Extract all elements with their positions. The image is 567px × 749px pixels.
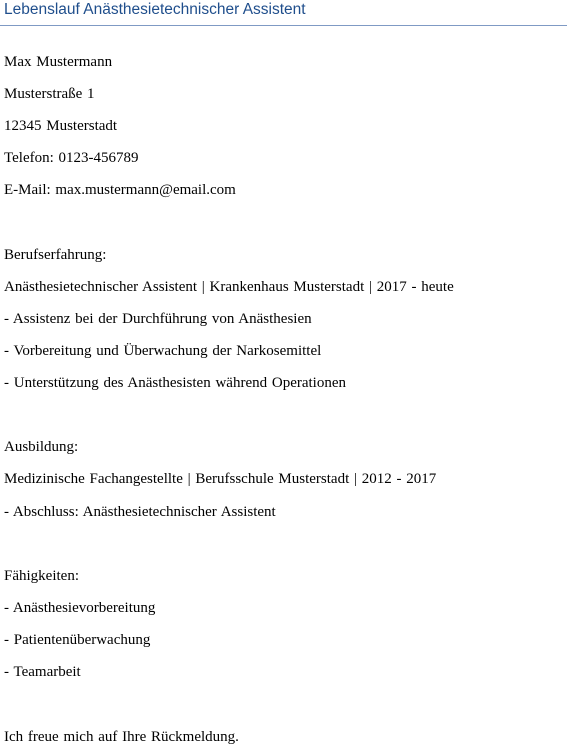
contact-city: 12345 Musterstadt <box>4 118 118 134</box>
list-item: - Teamarbeit <box>4 664 81 680</box>
list-item: - Unterstützung des Anästhesisten während Operationen <box>4 375 346 391</box>
contact-email: E-Mail: max.mustermann@email.com <box>4 182 236 198</box>
list-item: - Abschluss: Anästhesietechnischer Assistent <box>4 504 276 520</box>
experience-heading: Berufserfahrung: <box>4 247 107 263</box>
title-divider <box>0 25 567 26</box>
list-item: - Patientenüberwachung <box>4 632 151 648</box>
contact-phone: Telefon: 0123-456789 <box>4 150 139 166</box>
contact-street: Musterstraße 1 <box>4 86 95 102</box>
list-item: - Assistenz bei der Durchführung von Anästhesien <box>4 311 312 327</box>
list-item: - Vorbereitung und Überwachung der Narkosemittel <box>4 343 322 359</box>
list-item: - Anästhesievorbereitung <box>4 600 156 616</box>
contact-name: Max Mustermann <box>4 54 113 70</box>
education-heading: Ausbildung: <box>4 439 79 455</box>
education-entry: Medizinische Fachangestellte | Berufsschule Musterstadt | 2012 - 2017 <box>4 471 437 487</box>
skills-heading: Fähigkeiten: <box>4 568 79 584</box>
experience-position: Anästhesietechnischer Assistent | Krankenhaus Musterstadt | 2017 - heute <box>4 279 454 295</box>
document-title: Lebenslauf Anästhesietechnischer Assistent <box>4 1 306 18</box>
closing-line: Ich freue mich auf Ihre Rückmeldung. <box>4 729 239 745</box>
